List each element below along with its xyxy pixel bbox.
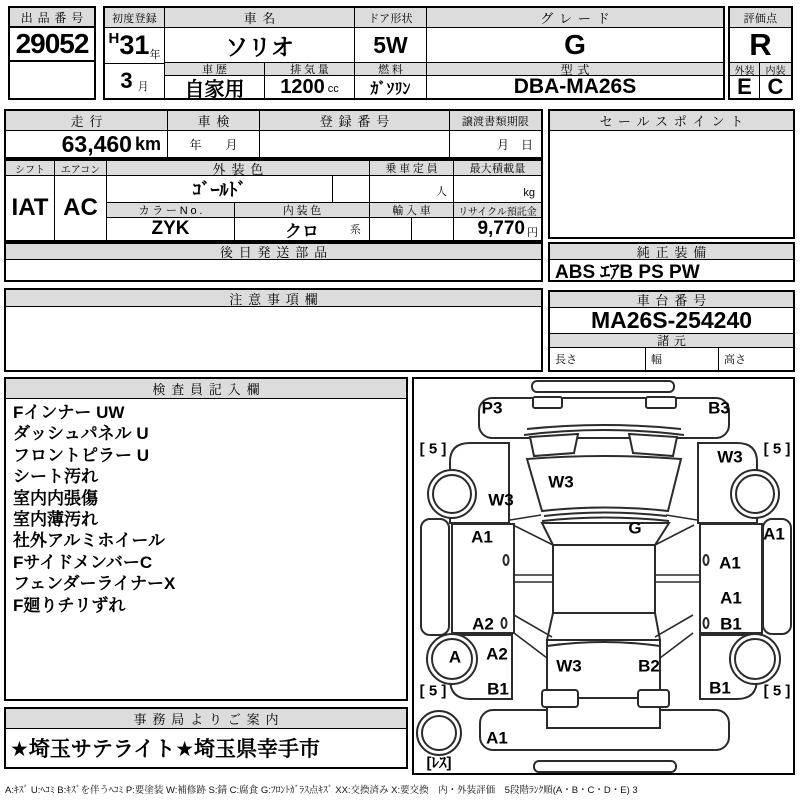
shaken-label: 車検 <box>168 111 260 131</box>
shaken-value: 年 月 <box>168 131 260 157</box>
score-label: 評価点 <box>730 8 791 28</box>
later-parts-label: 後日発送部品 <box>6 244 541 260</box>
inspector-note-line: 室内薄汚れ <box>13 510 98 530</box>
month-unit: 月 <box>137 81 149 93</box>
damage-marker: B2 <box>638 656 660 676</box>
inspector-note-line: F廻りチリずれ <box>13 595 126 615</box>
caution-label: 注意事項欄 <box>6 290 541 307</box>
score-value: R <box>730 28 791 63</box>
aircon-value: AC <box>55 176 107 240</box>
damage-marker: [ﾚｽ] <box>426 754 452 772</box>
damage-marker: A2 <box>486 644 508 664</box>
damage-marker: W3 <box>717 447 743 467</box>
inspector-note-line: FサイドメンバーC <box>13 552 153 572</box>
recycle-fee: 9,770 <box>477 218 525 239</box>
vehicle-header-box <box>103 6 725 100</box>
exterior-grade-label: 外装 <box>730 63 760 76</box>
sales-point-label: セールスポイント <box>550 111 793 131</box>
grade-value: G <box>427 28 723 63</box>
interior-grade-label: 内装 <box>760 63 791 76</box>
max-load-value: kg <box>454 176 541 203</box>
sales-point-box <box>548 109 795 239</box>
damage-diagram-box <box>412 377 795 775</box>
inspector-note-line: 社外アルミホイール <box>13 531 165 551</box>
transfer-docs-value: 月 日 <box>496 137 533 152</box>
door-shape-value: 5W <box>355 28 427 63</box>
interior-color-value: クロ <box>285 221 319 240</box>
displacement-unit: cc <box>327 83 339 95</box>
damage-marker: G <box>628 518 642 538</box>
inspector-note-line: Fインナー UW <box>13 403 125 422</box>
car-name-value: ソリオ <box>165 28 355 63</box>
interior-color-cell <box>235 218 370 240</box>
damage-marker: B1 <box>487 679 509 699</box>
displacement-value <box>265 76 355 98</box>
damage-marker: A1 <box>719 553 741 573</box>
damage-marker: B1 <box>709 678 731 698</box>
recycle-label: リサイクル預託金 <box>454 203 541 218</box>
later-parts-box <box>4 242 543 282</box>
auction-number-box <box>8 6 96 100</box>
office-info-box <box>4 707 408 769</box>
color-row-box <box>4 159 543 242</box>
capacity-label: 乗車定員 <box>370 161 454 176</box>
fuel-label: 燃料 <box>355 63 427 76</box>
exterior-color-sub-cell <box>333 176 370 203</box>
transfer-docs-label: 譲渡書類期限 <box>450 111 541 131</box>
model-code-value: DBA-MA26S <box>513 76 637 98</box>
exterior-color-label: 外装色 <box>107 161 370 176</box>
damage-marker: P3 <box>481 398 503 418</box>
month-value: 3 <box>120 68 133 93</box>
mileage-value <box>6 131 168 157</box>
auction-number-value: 29052 <box>10 28 94 62</box>
year-value: 31 <box>119 30 150 60</box>
history-label: 車歴 <box>165 63 265 76</box>
spec-height-label: 高さ <box>724 354 746 366</box>
history-value: 自家用 <box>165 76 265 98</box>
recycle-fee-unit: 円 <box>527 227 538 239</box>
caution-text <box>6 307 541 370</box>
import-cell-left <box>370 218 412 240</box>
inspector-note-line: フロントピラー U <box>13 445 149 465</box>
displacement-number: 1200 <box>280 76 325 98</box>
inspector-note-line: ダッシュパネル U <box>13 424 149 444</box>
exterior-grade-value: E <box>730 76 760 98</box>
fuel-value: ｶﾞｿﾘﾝ <box>355 76 427 98</box>
caution-box <box>4 288 543 372</box>
mileage-number: 63,460 <box>61 131 132 157</box>
office-info-text: ★埼玉サテライト★埼玉県幸手市 <box>10 738 321 761</box>
inspector-note-line: シート汚れ <box>13 467 98 487</box>
first-registration-year <box>105 28 165 64</box>
interior-grade-value: C <box>767 76 784 98</box>
score-box <box>728 6 793 100</box>
model-code-label: 型式 <box>427 63 723 76</box>
recycle-cell <box>454 218 541 240</box>
damage-marker-layer <box>414 379 793 773</box>
auction-number-label: 出品番号 <box>10 8 94 28</box>
shift-label: シフト <box>6 161 55 176</box>
spec-label: 諸元 <box>550 334 793 348</box>
office-info-label: 事務局よりご案内 <box>6 709 406 729</box>
mileage-label: 走行 <box>6 111 168 131</box>
oem-equipment-label: 純正装備 <box>550 244 793 260</box>
capacity-value: 人 <box>370 176 454 203</box>
inspector-notes-box <box>4 377 408 701</box>
damage-marker: A1 <box>486 728 508 748</box>
damage-marker: B3 <box>708 398 730 418</box>
damage-marker: A2 <box>472 614 494 634</box>
oem-equipment-text: ABS ｴｱB PS PW <box>555 261 700 280</box>
aircon-label: エアコン <box>55 161 107 176</box>
damage-marker: W3 <box>556 656 582 676</box>
interior-color-label: 内装色 <box>235 203 370 218</box>
color-no-value: ZYK <box>107 218 235 240</box>
door-shape-label: ドア形状 <box>355 8 427 28</box>
displacement-label: 排気量 <box>265 63 355 76</box>
mileage-row-box <box>4 109 543 159</box>
chassis-number-label: 車台番号 <box>550 292 793 308</box>
import-label: 輸入車 <box>370 203 454 218</box>
spec-width-label: 幅 <box>646 348 719 370</box>
import-cell-right <box>412 218 454 240</box>
spec-length-label: 長さ <box>550 348 646 370</box>
first-registration-month <box>105 64 165 98</box>
damage-marker: [ 5 ] <box>419 440 447 458</box>
mileage-unit: km <box>134 133 161 154</box>
era-value: H <box>108 30 120 47</box>
oem-equipment-box <box>548 242 795 282</box>
damage-marker: [ 5 ] <box>763 440 791 458</box>
damage-marker: [ 5 ] <box>419 682 447 700</box>
damage-marker: A1 <box>471 527 493 547</box>
shift-value: IAT <box>6 176 55 240</box>
damage-marker: W3 <box>488 490 514 510</box>
sales-point-text <box>550 131 793 237</box>
damage-marker: W3 <box>548 472 574 492</box>
damage-marker: [ 5 ] <box>763 682 791 700</box>
color-no-label: カラーNo. <box>107 203 235 218</box>
registration-number-label: 登録番号 <box>260 111 450 131</box>
inspector-note-line: 室内内張傷 <box>13 488 98 508</box>
exterior-color-value: ｺﾞｰﾙﾄﾞ <box>107 176 333 203</box>
later-parts-text <box>6 260 541 280</box>
max-load-label: 最大積載量 <box>454 161 541 176</box>
inspector-notes-list <box>13 402 402 616</box>
inspector-note-line: フェンダーライナーX <box>13 574 176 594</box>
first-registration-label: 初度登録 <box>105 8 165 28</box>
damage-marker: A1 <box>763 524 785 544</box>
damage-marker: A1 <box>720 588 742 608</box>
inspector-notes-label: 検査員記入欄 <box>6 379 406 399</box>
damage-marker: B1 <box>720 614 742 634</box>
interior-color-suffix: 系 <box>350 224 361 236</box>
legend-text: A:ｷｽﾞ U:ﾍｺﾐ B:ｷｽﾞを伴うﾍｺﾐ P:要塗装 W:補修跡 S:錆 C:腐食 G:ﾌﾛﾝﾄｶﾞﾗｽ点ｷｽﾞ XX:交換済み X:要交換 内・外装評価 5段階ﾗﾝｸ順(A・B・C・D・E) 3 <box>5 785 638 796</box>
registration-number-value <box>260 131 450 157</box>
chassis-number-value: MA26S-254240 <box>550 308 793 334</box>
chassis-box <box>548 290 795 372</box>
grade-label: グレード <box>427 8 723 28</box>
year-unit: 年 <box>149 49 161 61</box>
car-name-label: 車名 <box>165 8 355 28</box>
damage-marker: A <box>448 647 462 667</box>
